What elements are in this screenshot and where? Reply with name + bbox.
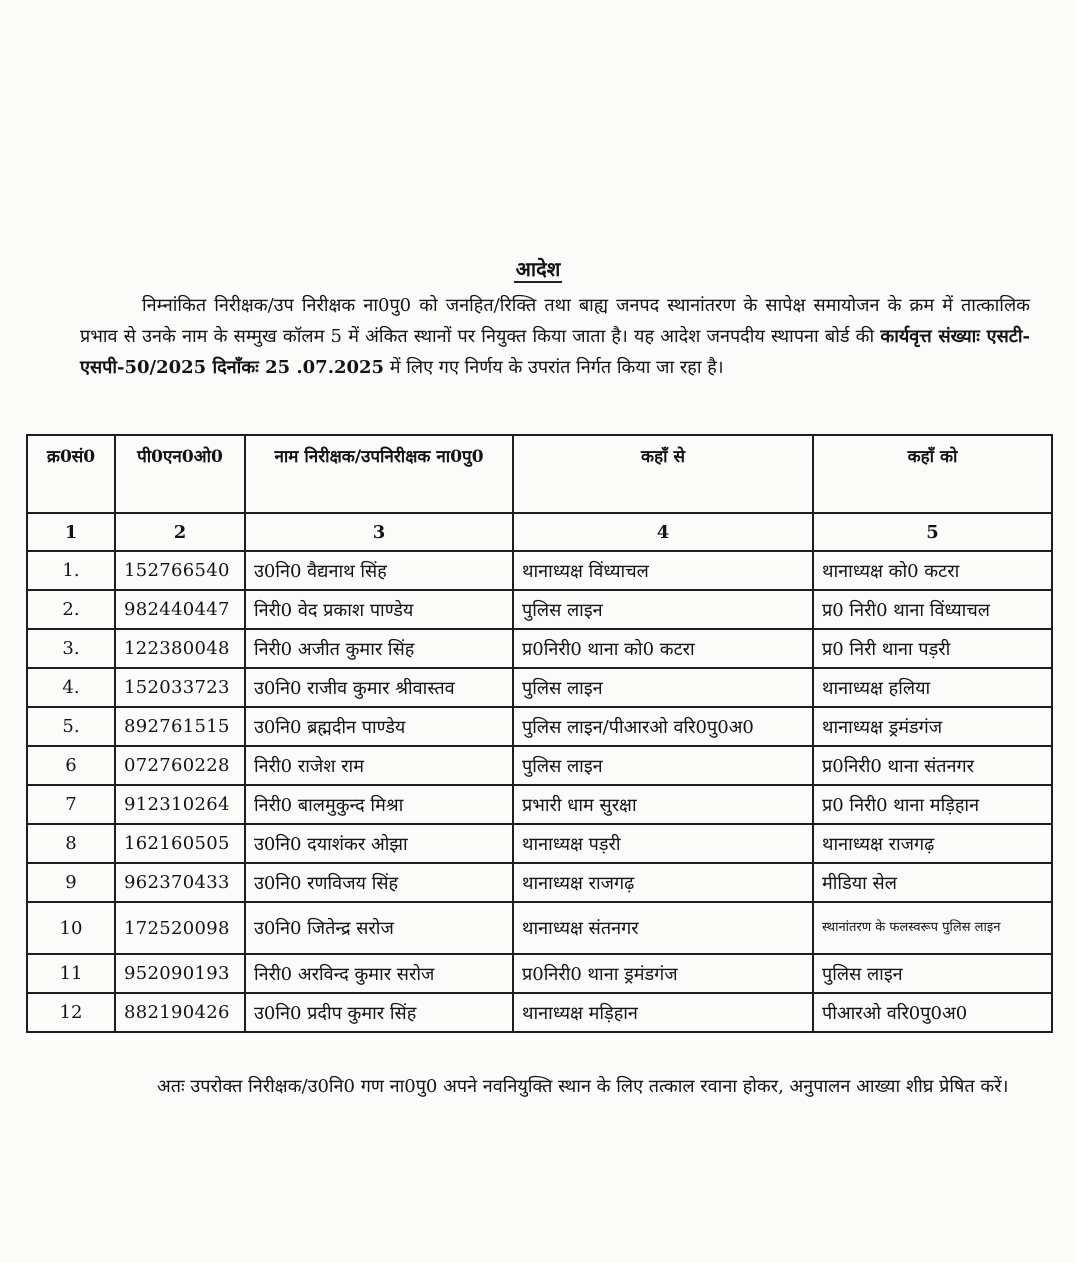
cell-from: प्रभारी धाम सुरक्षा	[513, 785, 813, 824]
cell-to: पीआरओ वरि0पु0अ0	[813, 993, 1052, 1032]
cell-name: उ0नि0 ब्रह्मदीन पाण्डेय	[245, 707, 513, 746]
cell-serial: 9	[27, 863, 115, 902]
cell-pno: 072760228	[115, 746, 245, 785]
cell-pno: 962370433	[115, 863, 245, 902]
intro-reference-number: कार्यवृत्त संख्याः एसटी-एसपी-50/2025 दिनाँकः 25 .07.2025	[80, 326, 1030, 378]
cell-from: थानाध्यक्ष मड़िहान	[513, 993, 813, 1032]
intro-text-2: में लिए गए निर्णय के उपरांत निर्गत किया जा रहा है।	[384, 357, 724, 378]
cell-pno: 892761515	[115, 707, 245, 746]
cell-to: प्र0निरी0 थाना संतनगर	[813, 746, 1052, 785]
cell-serial: 10	[27, 902, 115, 954]
cell-serial: 3.	[27, 629, 115, 668]
cell-from: पुलिस लाइन	[513, 746, 813, 785]
header-pno: पी0एन0ओ0	[115, 435, 245, 513]
table-row	[27, 629, 1052, 668]
table-row	[27, 590, 1052, 629]
table-row	[27, 551, 1052, 590]
cell-to: प्र0 निरी थाना पड़री	[813, 629, 1052, 668]
cell-name: उ0नि0 प्रदीप कुमार सिंह	[245, 993, 513, 1032]
cell-serial: 5.	[27, 707, 115, 746]
cell-from: थानाध्यक्ष संतनगर	[513, 902, 813, 954]
cell-to: थानाध्यक्ष राजगढ़	[813, 824, 1052, 863]
cell-to: प्र0 निरी0 थाना विंध्याचल	[813, 590, 1052, 629]
cell-serial: 8	[27, 824, 115, 863]
cell-name: निरी0 अजीत कुमार सिंह	[245, 629, 513, 668]
table-header-row	[27, 435, 1052, 513]
column-number: 1	[27, 513, 115, 551]
cell-pno: 172520098	[115, 902, 245, 954]
cell-to: स्थानांतरण के फलस्वरूप पुलिस लाइन	[813, 902, 1052, 954]
cell-from: प्र0निरी0 थाना को0 कटरा	[513, 629, 813, 668]
table-row	[27, 993, 1052, 1032]
transfer-table	[26, 434, 1053, 1033]
cell-from: थानाध्यक्ष राजगढ़	[513, 863, 813, 902]
closing-text: अतः उपरोक्त निरीक्षक/उ0नि0 गण ना0पु0 अपने नवनियुक्ति स्थान के लिए तत्काल रवाना होकर, अनुपालन आख्या शीघ्र प्रेषित करें।	[157, 1076, 1009, 1097]
cell-to: थानाध्यक्ष को0 कटरा	[813, 551, 1052, 590]
cell-name: निरी0 वेद प्रकाश पाण्डेय	[245, 590, 513, 629]
cell-to: मीडिया सेल	[813, 863, 1052, 902]
cell-pno: 882190426	[115, 993, 245, 1032]
cell-serial: 11	[27, 954, 115, 993]
cell-name: उ0नि0 राजीव कुमार श्रीवास्तव	[245, 668, 513, 707]
closing-paragraph	[82, 1070, 1052, 1104]
table-body	[27, 513, 1052, 1032]
cell-from: पुलिस लाइन/पीआरओ वरि0पु0अ0	[513, 707, 813, 746]
intro-text-1: निम्नांकित निरीक्षक/उप निरीक्षक ना0पु0 को जनहित/रिक्ति तथा बाह्य जनपद स्थानांतरण के सापेक्ष समायोजन के क्रम में तात्कालिक प्रभाव से उनके नाम के सम्मुख कॉलम 5 में अंकित स्थानों पर नियुक्त किया जाता है। यह आदेश जनपदीय स्थापना बोर्ड की	[80, 295, 1030, 347]
cell-name: निरी0 राजेश राम	[245, 746, 513, 785]
cell-name: निरी0 बालमुकुन्द मिश्रा	[245, 785, 513, 824]
cell-serial: 1.	[27, 551, 115, 590]
cell-to: थानाध्यक्ष ड्रमंडगंज	[813, 707, 1052, 746]
table-row	[27, 707, 1052, 746]
cell-pno: 162160505	[115, 824, 245, 863]
table-row	[27, 954, 1052, 993]
cell-serial: 12	[27, 993, 115, 1032]
cell-name: उ0नि0 रणविजय सिंह	[245, 863, 513, 902]
cell-serial: 6	[27, 746, 115, 785]
column-number-row	[27, 513, 1052, 551]
cell-pno: 122380048	[115, 629, 245, 668]
table-row	[27, 785, 1052, 824]
header-from: कहाँ से	[513, 435, 813, 513]
column-number: 5	[813, 513, 1052, 551]
intro-paragraph	[80, 290, 1030, 383]
cell-pno: 152033723	[115, 668, 245, 707]
cell-name: उ0नि0 वैद्यनाथ सिंह	[245, 551, 513, 590]
table-row	[27, 863, 1052, 902]
cell-from: पुलिस लाइन	[513, 668, 813, 707]
cell-serial: 7	[27, 785, 115, 824]
cell-name: उ0नि0 जितेन्द्र सरोज	[245, 902, 513, 954]
cell-serial: 2.	[27, 590, 115, 629]
cell-serial: 4.	[27, 668, 115, 707]
cell-to: पुलिस लाइन	[813, 954, 1052, 993]
cell-name: उ0नि0 दयाशंकर ओझा	[245, 824, 513, 863]
cell-pno: 912310264	[115, 785, 245, 824]
cell-pno: 152766540	[115, 551, 245, 590]
cell-from: थानाध्यक्ष विंध्याचल	[513, 551, 813, 590]
cell-pno: 952090193	[115, 954, 245, 993]
header-to: कहाँ को	[813, 435, 1052, 513]
cell-from: थानाध्यक्ष पड़री	[513, 824, 813, 863]
column-number: 4	[513, 513, 813, 551]
header-name: नाम निरीक्षक/उपनिरीक्षक ना0पु0	[245, 435, 513, 513]
table-row	[27, 902, 1052, 954]
table-row	[27, 668, 1052, 707]
table-row	[27, 746, 1052, 785]
column-number: 2	[115, 513, 245, 551]
table-row	[27, 824, 1052, 863]
cell-name: निरी0 अरविन्द कुमार सरोज	[245, 954, 513, 993]
cell-pno: 982440447	[115, 590, 245, 629]
cell-from: प्र0निरी0 थाना ड्रमंडगंज	[513, 954, 813, 993]
order-title	[0, 255, 1076, 282]
header-serial: क्र0सं0	[27, 435, 115, 513]
cell-from: पुलिस लाइन	[513, 590, 813, 629]
order-title-text: आदेश	[515, 257, 561, 281]
cell-to: थानाध्यक्ष हलिया	[813, 668, 1052, 707]
cell-to: प्र0 निरी0 थाना मड़िहान	[813, 785, 1052, 824]
column-number: 3	[245, 513, 513, 551]
